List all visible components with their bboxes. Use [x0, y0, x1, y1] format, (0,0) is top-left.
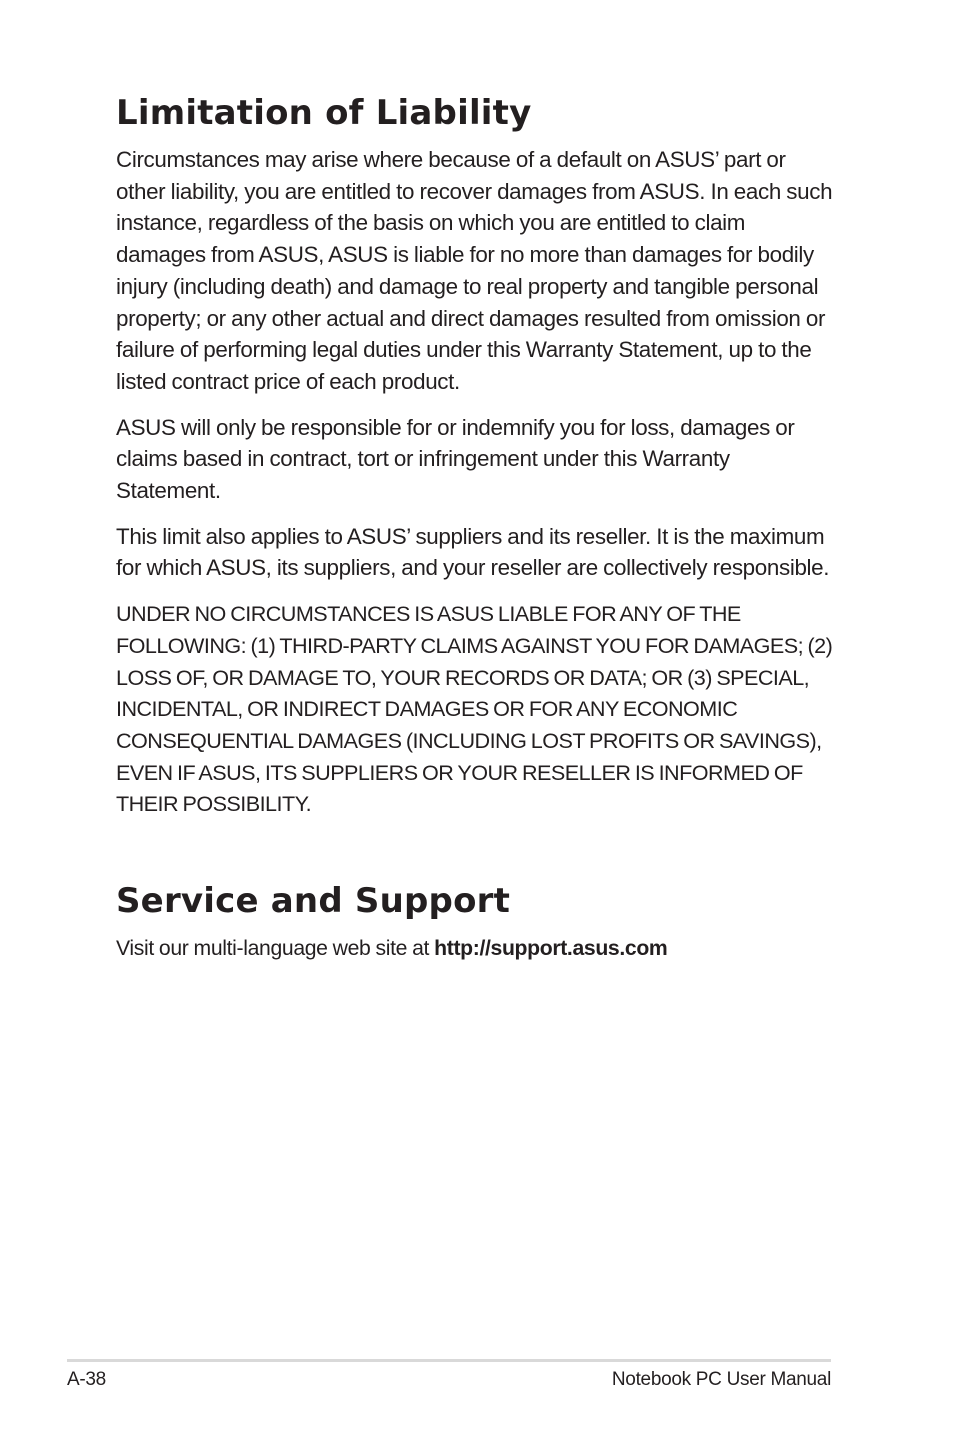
service-and-support-heading: Service and Support [116, 881, 511, 922]
footer-manual-title: Notebook PC User Manual [611, 1369, 831, 1390]
limitation-paragraph-1: Circumstances may arise where because of a default on ASUS’ part or other liability, you are entitled to recover damages from ASUS. In each such instance, regardless of the basis on which you are entitled to claim damages from ASUS, ASUS is liable for no more than damages for bodily injury (including death) and damage to real property and tangible personal property; or any other actual and direct damages resulted from omission or failure of performing legal duties under this Warranty Statement, up to the listed contract price of each product. [116, 147, 833, 394]
limitation-of-liability-heading: Limitation of Liability [116, 93, 532, 133]
limitation-paragraph-2: ASUS will only be responsible for or indemnify you for loss, damages or claims based in contract, tort or infringement under this Warranty Statement. [116, 414, 795, 504]
limitation-paragraph-3: This limit also applies to ASUS’ suppliers and its reseller. It is the maximum for which ASUS, its suppliers, and your reseller are collectively responsible. [116, 523, 830, 581]
service-visit-text: Visit our multi-language web site at [116, 937, 435, 961]
page-content [116, 88, 836, 979]
support-website-link[interactable]: http://support.asus.com [434, 937, 668, 961]
service-visit-paragraph [116, 933, 836, 965]
footer-page-number: A-38 [67, 1369, 106, 1390]
footer-divider [67, 1359, 831, 1362]
limitation-paragraph-4-caps: UNDER NO CIRCUMSTANCES IS ASUS LIABLE FOR ANY OF THE FOLLOWING: (1) THIRD-PARTY CLAIMS AGAINST YOU FOR DAMAGES; (2) LOSS OF, OR DAMAGE TO, YOUR RECORDS OR DATA; OR (3) SPECIAL, INCIDENTAL, OR INDIRECT DAMAGES OR FOR ANY ECONOMIC CONSEQUENTIAL DAMAGES (INCLUDING LOST PROFITS OR SAVINGS), EVEN IF ASUS, ITS SUPPLIERS OR YOUR RESELLER IS INFORMED OF THEIR POSSIBILITY. [116, 601, 833, 817]
